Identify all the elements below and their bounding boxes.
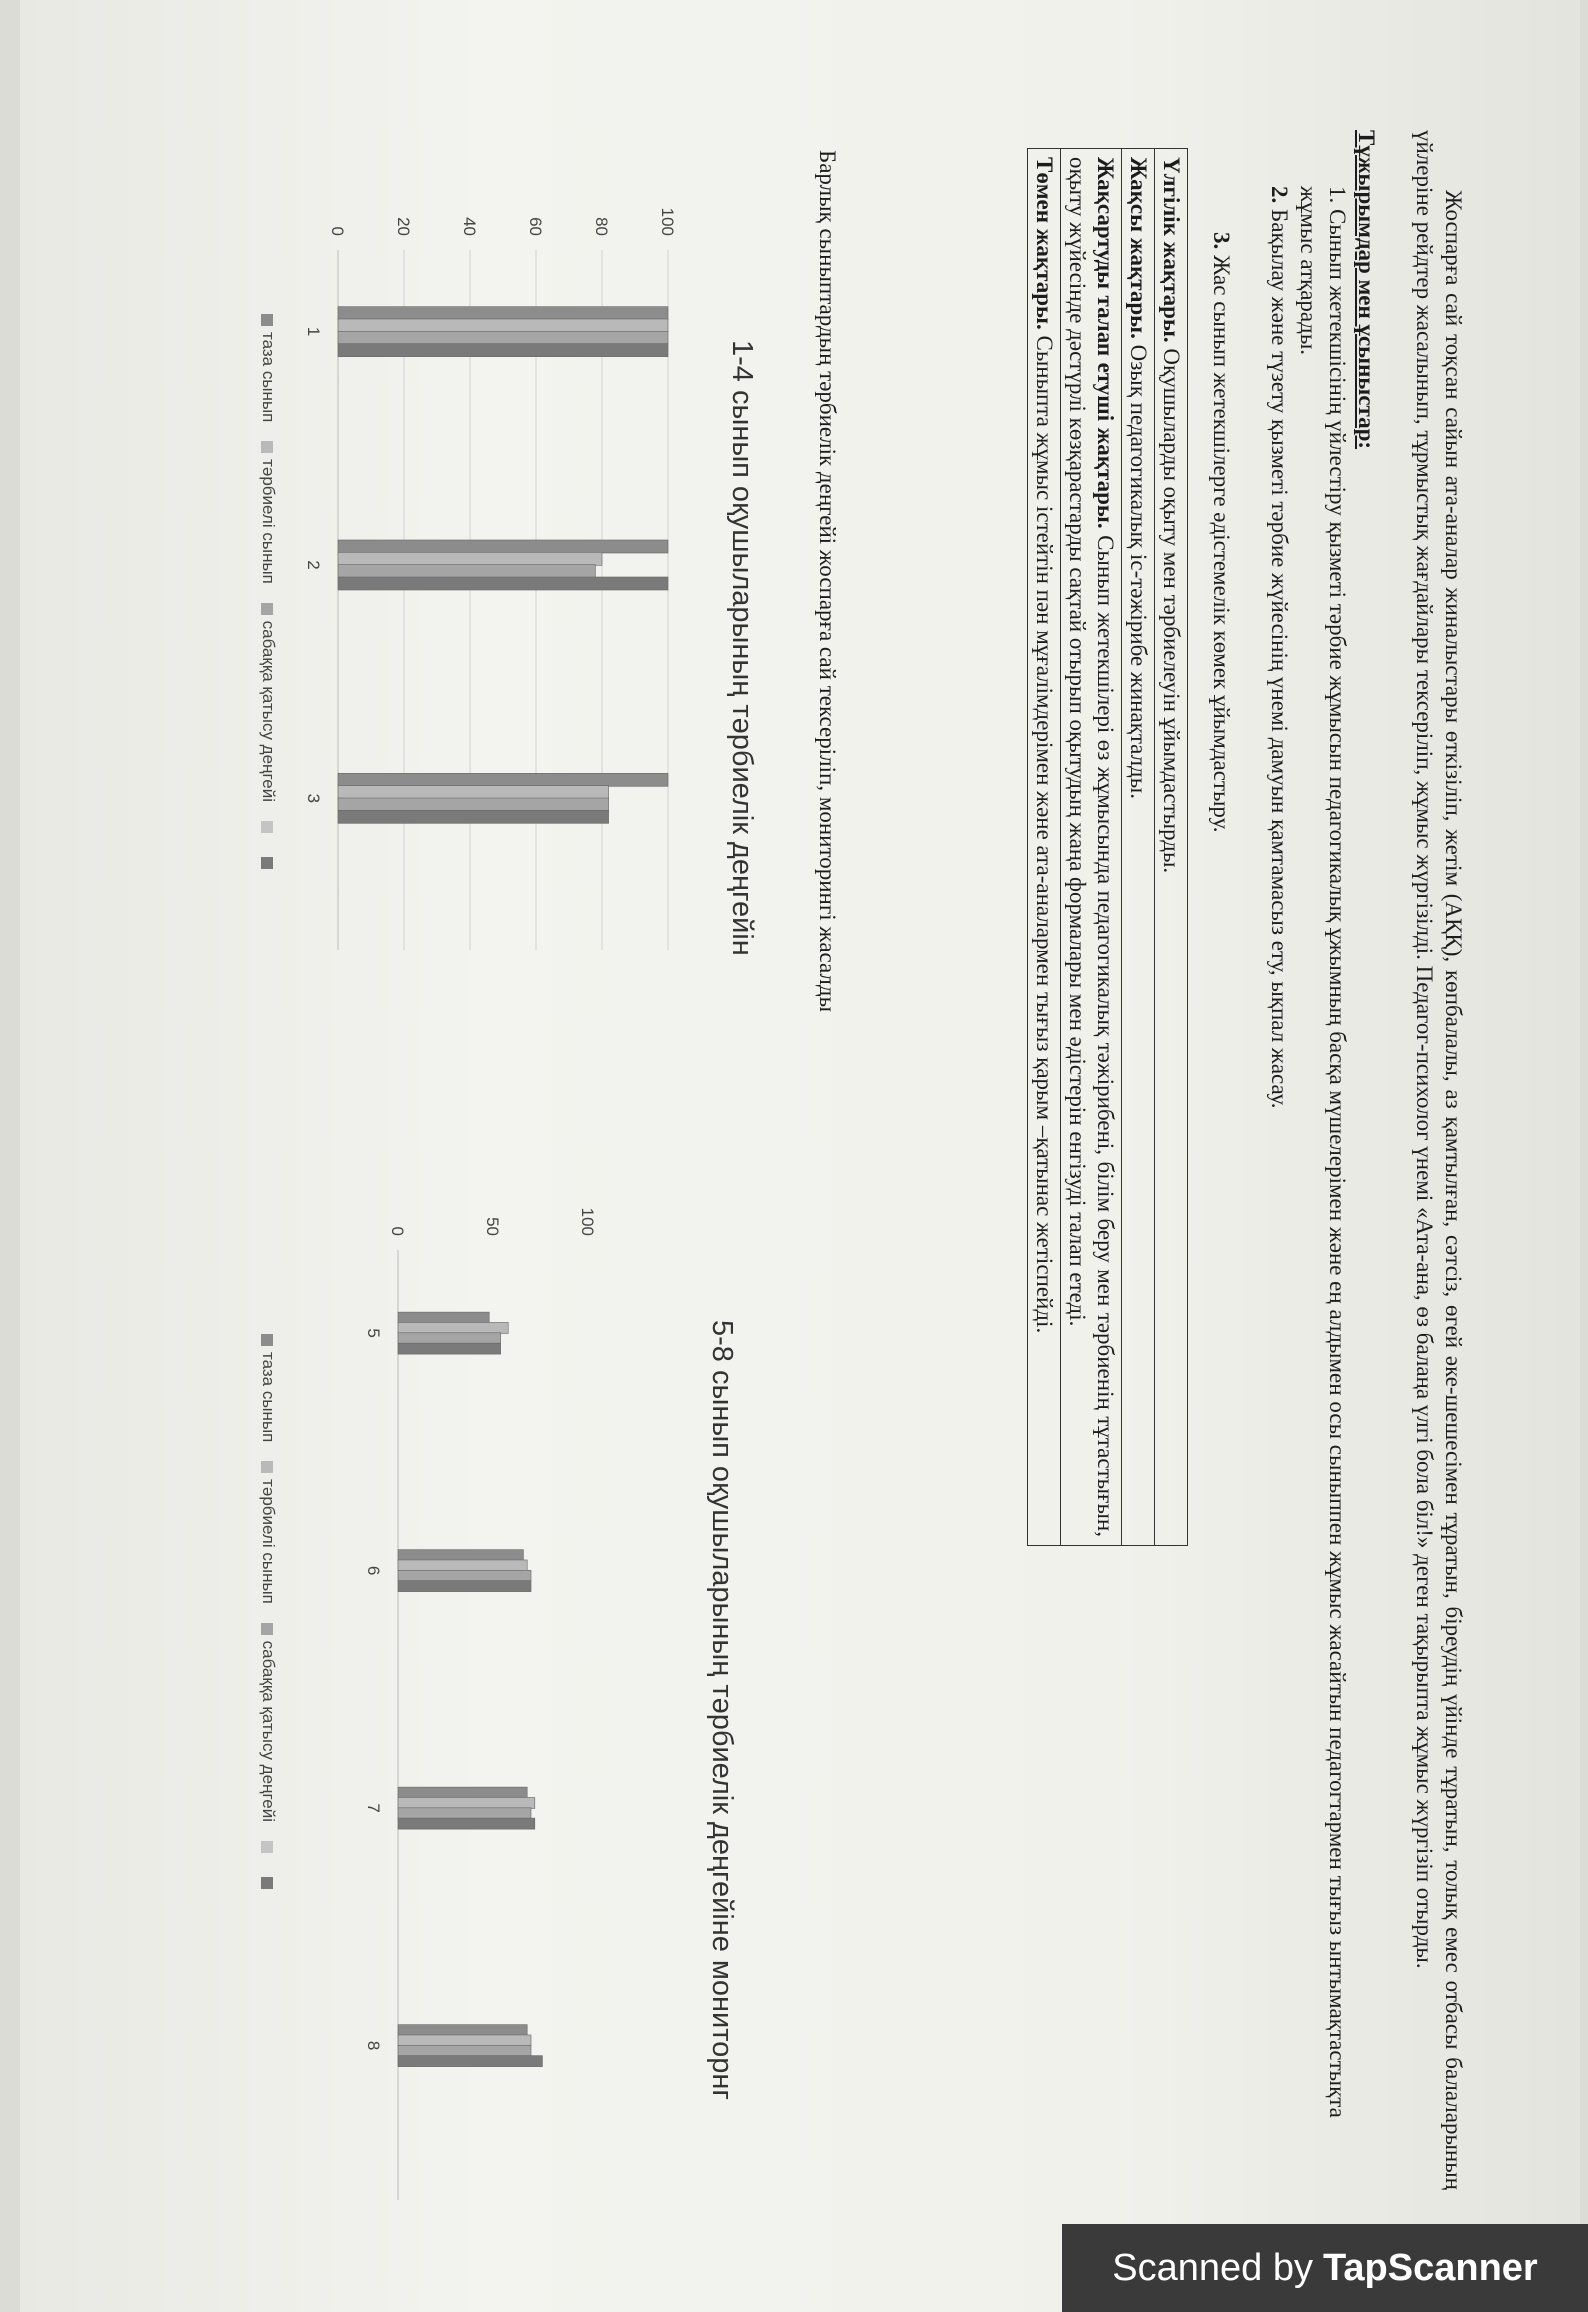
legend-swatch [261,314,273,326]
bar [398,2035,531,2046]
x-tick-label: 2 [304,560,323,570]
legend-label: таза сынып [259,332,278,423]
bar [338,307,668,320]
conclusion-item-1 [1294,186,1352,2186]
legend-swatch [261,1334,273,1346]
scanned-page [20,0,1580,2312]
rating-label: Үлгілік жақтары. [1159,157,1184,343]
legend-swatch [261,1841,273,1853]
y-tick-label: 100 [578,1207,597,1236]
chart-2-plot [318,1130,618,2230]
x-tick-label: 8 [364,2040,383,2051]
y-tick-label: 0 [388,1226,407,1236]
legend-label: сабаққа қатысу деңгейі [259,620,278,802]
y-tick-label: 100 [658,207,677,236]
bar [398,1343,501,1354]
rating-text: Озық педагогикалық іс-тәжірибе жинақталды. [1126,344,1151,799]
rating-text: Оқушыларды оқыту мен тәрбиелеуін ұйымдастырды. [1159,348,1184,874]
x-tick-label: 6 [364,1565,383,1576]
legend-swatch [261,603,273,615]
chart-1-plot [278,160,708,980]
legend-swatch [261,857,273,869]
intro-paragraph: Жоспарға сай тоқсан сайын ата-аналар жиналыстары өткізіліп, жетім (АҚҚ), көпбалалы, аз қамтылған, сәтсіз, өгей әке-шешесімен тұратын, біреудің үйінде тұратын, толық емес отбасы балаларының үйлеріне рейдтер жасалынып, тұрмыстық жағдайлары тексеріліп, жұмыс жүргізілді. Педагог-психолог үнемі «Ата-ана, өз балаңа үлгі бола біл!» деген тақырыпта жұмыс жүргізіп отырды. [1412,130,1466,2190]
bar [398,1808,531,1819]
rating-text: Сыныпта жұмыс істейтін пән мұғалімдерімен және ата-аналармен тығыз қарым –қатынас жетіспейді. [1032,335,1057,1334]
rating-label: Жақсартуды талап етуші жақтары. [1093,157,1118,529]
bar [398,1570,531,1581]
chart-2-title: 5-8 сынып оқушыларының тәрбиелік деңгейіне мониторнг [706,1320,738,2100]
bar [338,810,609,823]
rotated-page-content [20,0,1588,2312]
bar [398,1787,527,1798]
bar [398,2056,542,2067]
rating-row-good [1121,149,1154,1545]
bar [398,1333,501,1344]
bar [398,2025,527,2036]
bar [338,319,668,332]
y-tick-label: 60 [526,217,545,236]
tapscanner-watermark [1062,2224,1588,2312]
bar [398,1581,531,1592]
bar [338,786,609,799]
legend-label: таза сынып [259,1352,278,1443]
ratings-table [1027,148,1188,1546]
bar [398,1312,489,1323]
bar [338,331,668,344]
x-tick-label: 5 [364,1328,383,1338]
watermark-prefix: Scanned by [1112,2246,1313,2289]
chart-1-legend [258,300,278,875]
bar [338,540,668,553]
rating-label: Төмен жақтары. [1032,157,1057,330]
bar [338,577,668,590]
chart-1-title: 1-4 сынып оқушыларының тәрбиелік деңгейін [726,340,758,956]
bar [398,1560,527,1571]
y-tick-label: 40 [460,217,479,236]
bar [338,344,668,357]
chart-2-legend [258,1320,278,1895]
y-tick-label: 0 [328,226,347,236]
bar [398,1797,535,1808]
conclusion-item-2-number: 2. [1267,186,1292,204]
bar [338,565,595,578]
conclusions-heading: Тұжырымдар мен ұсыныстар: [1354,130,1379,450]
legend-label: тәрбиелі сынып [259,459,278,584]
legend-swatch [261,441,273,453]
x-tick-label: 3 [304,793,323,804]
x-tick-label: 7 [364,1803,383,1813]
bar [398,1550,523,1561]
bar [338,798,609,811]
conclusion-item-1-number: 1. [1325,186,1350,204]
conclusion-item-1-text: Сынып жетекшісінің үйлестіру қызметі тәрбие жұмысын педагогикалық ұжымның басқа мүшелерімен және ең алдымен осы сыныппен жұмыс жасайтын педагогтармен тығыз ынтымақтастықта жұмыс атқарады. [1296,186,1350,2118]
bar [398,1818,535,1829]
conclusion-item-3 [1207,232,1236,2202]
rating-row-weak [1028,149,1060,1545]
y-tick-label: 20 [394,217,413,236]
bar [338,552,602,565]
summary-paragraph: Барлық сыныптардың тәрбиелік деңгейі жоспарға сай тексеріліп, мониторингі жасалды [815,150,840,1013]
legend-swatch [261,1623,273,1635]
legend-swatch [261,821,273,833]
y-tick-label: 50 [483,1217,502,1236]
bar [398,1322,508,1333]
rating-label: Жақсы жақтары. [1126,157,1151,339]
watermark-brand: TapScanner [1323,2246,1538,2289]
conclusion-item-2-text: Бақылау және түзету қызметі тәрбие жүйесінің үнемі дамуын қамтамасыз ету, ықпал жасау. [1267,209,1292,1109]
legend-label: тәрбиелі сынып [259,1479,278,1604]
y-tick-label: 80 [592,217,611,236]
legend-swatch [261,1461,273,1473]
legend-label: сабаққа қатысу деңгейі [259,1640,278,1822]
legend-swatch [261,1877,273,1889]
conclusion-item-3-text: Жас сынып жетекшілерге әдістемелік көмек ұйымдастыру. [1209,255,1234,833]
conclusion-item-2 [1265,186,1294,2176]
conclusion-item-3-number: 3. [1209,232,1234,250]
bar [398,2045,531,2056]
rating-row-needs-improvement [1060,149,1121,1545]
x-tick-label: 1 [304,326,323,337]
rating-row-exemplary [1154,149,1187,1545]
rating-text: Сынып жетекшілері өз жұмысында педагогикалық тәжірибені, білім беру мен тәрбиенің тұтастығын, оқыту жүйесінде дәстүрлі көзқарастарды сақтай отырып оқытудың жаңа формалары мен әдістерін енгізуді талап етеді. [1065,157,1118,1537]
bar [338,773,668,786]
